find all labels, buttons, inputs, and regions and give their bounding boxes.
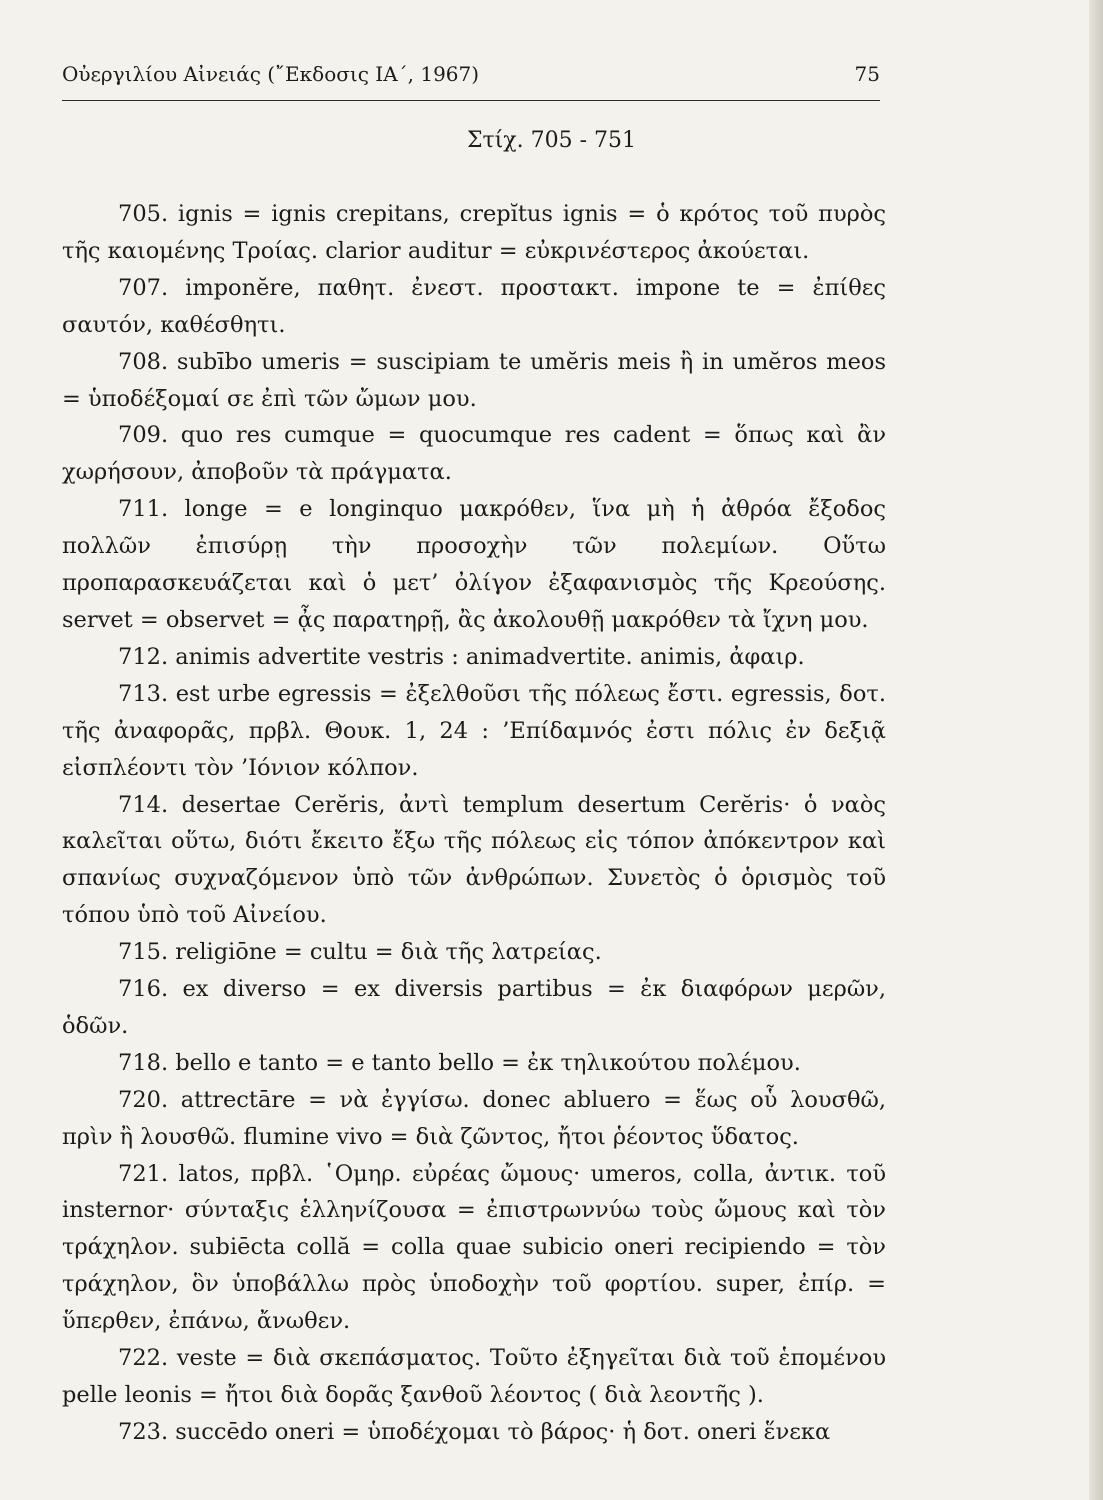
entry-714: 714. desertae Cerĕris, ἀντὶ templum desertum Cerĕris· ὁ ναὸς καλεῖται οὕτω, διότι ἔκειτο ἔξω τῆς πόλεως εἰς τόπον ἀπόκεντρον καὶ σπανίως συχναζόμενον ὑπὸ τῶν ἀνθρώπων. Συνετὸς ὁ ὁρισμὸς τοῦ τόπου ὑπὸ τοῦ Αἰνείου. [62, 791, 886, 929]
page-number: 75 [854, 62, 880, 86]
entry-712: 712. animis advertite vestris : animadvertite. animis, ἀφαιρ. [118, 643, 805, 670]
entry-713: 713. est urbe egressis = ἐξελθοῦσι τῆς πόλεως ἔστι. egressis, δοτ. τῆς ἀναφορᾶς, πρβλ. Θουκ. 1, 24 : ’Επίδαμνός ἐστι πόλις ἐν δεξιᾷ εἰσπλέοντι τὸν ’Ιόνιον κόλπον. [62, 680, 886, 781]
commentary-body [62, 196, 886, 1451]
running-title: Οὐεργιλίου Αἰνειάς (῎Εκδοσις ΙΑ΄, 1967) [62, 62, 480, 86]
running-header [62, 62, 880, 100]
entry-715: 715. religiōne = cultu = διὰ τῆς λατρείας. [118, 939, 602, 966]
entry-708: 708. subībo umeris = suscipiam te umĕris meis ἢ in umĕros meos = ὑποδέξομαί σε ἐπὶ τῶν ὤμων μου. [62, 348, 886, 412]
entry-723: 723. succēdo oneri = ὑποδέχομαι τὸ βάρος· ἡ δοτ. oneri ἕνεκα [118, 1418, 831, 1445]
entry-711: 711. longe = e longinquo μακρόθεν, ἵνα μὴ ἡ ἀθρόα ἔξοδος πολλῶν ἐπισύρῃ τὴν προσοχὴν τῶν πολεμίων. Οὕτω προπαρασκευάζεται καὶ ὁ μετ’ ὀλίγον ἐξαφανισμὸς τῆς Κρεούσης. servet = observet = ᾆς παρατηρῇ, ἂς ἀκολουθῇ μακρόθεν τὰ ἴχνη μου. [62, 496, 886, 633]
section-title: Στίχ. 705 - 751 [466, 128, 637, 153]
entry-721: 721. latos, πρβλ. ῾Ομηρ. εὐρέας ὤμους· umeros, colla, ἀντικ. τοῦ insternor· σύνταξις ἑλληνίζουσα = ἐπιστρωννύω τοὺς ὤμους καὶ τὸν τράχηλον. subiēcta collă = colla quae subicio oneri recipiendo = τὸν τράχηλον, ὃν ὑποβάλλω πρὸς ὑποδοχὴν τοῦ φορτίου. super, ἐπίρ. = ὕπερθεν, ἐπάνω, ἄνωθεν. [62, 1160, 886, 1335]
header-rule [62, 100, 880, 101]
entry-720: 720. attrectāre = νὰ ἐγγίσω. donec abluero = ἕως οὗ λουσθῶ, πρὶν ἢ λουσθῶ. flumine vivo = διὰ ζῶντος, ἤτοι ῥέοντος ὕδατος. [62, 1086, 886, 1150]
entry-705: 705. ignis = ignis crepitans, crepĭtus ignis = ὁ κρότος τοῦ πυρὸς τῆς καιομένης Τροίας. clarior auditur = εὐκρινέστερος ἀκούεται. [62, 201, 886, 264]
page-edge-shadow [1089, 0, 1103, 1500]
entry-707: 707. imponĕre, παθητ. ἐνεστ. προστακτ. impone te = ἐπίθες σαυτόν, καθέσθητι. [62, 274, 886, 338]
entry-722: 722. veste = διὰ σκεπάσματος. Τοῦτο ἐξηγεῖται διὰ τοῦ ἑπομένου pelle leonis = ἤτοι διὰ δορᾶς ξανθοῦ λέοντος ( διὰ λεοντῆς ). [62, 1345, 886, 1408]
entry-718: 718. bello e tanto = e tanto bello = ἐκ τηλικούτου πολέμου. [118, 1049, 801, 1076]
entry-709: 709. quo res cumque = quocumque res cadent = ὅπως καὶ ἂν χωρήσουν, ἀποβοῦν τὰ πράγματα. [62, 422, 886, 486]
entry-716: 716. ex diverso = ex diversis partibus = ἐκ διαφόρων μερῶν, ὁδῶν. [62, 976, 886, 1039]
